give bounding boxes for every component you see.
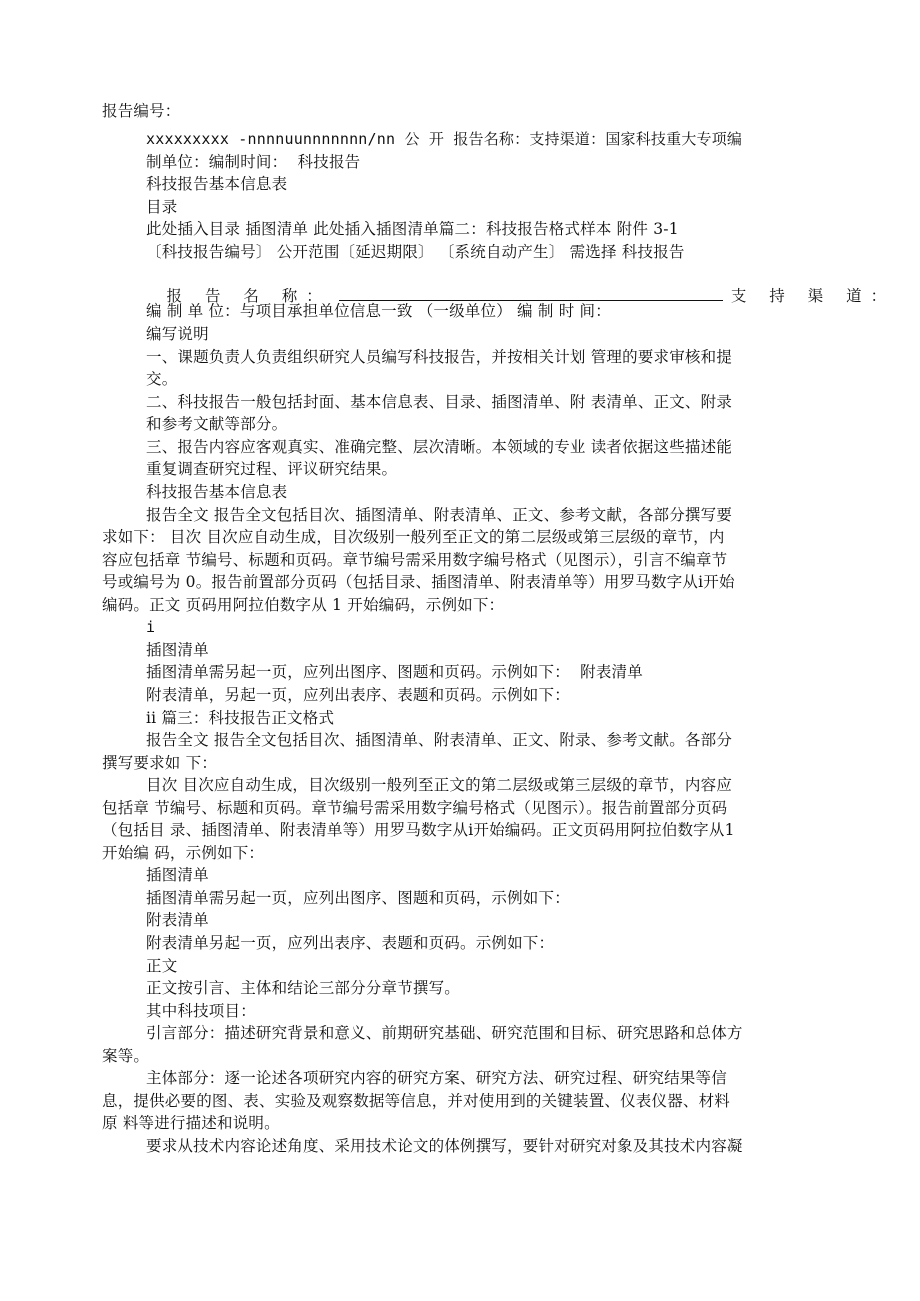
paragraph-line: （包括目 录、插图清单、附表清单等）用罗马数字从i开始编码。正文页码用阿拉伯数字从1	[102, 821, 735, 839]
report-number-label: 报告编号：	[102, 102, 181, 120]
report-name-blank[interactable]	[339, 286, 723, 301]
paragraph-line: 撰写要求如 下：	[102, 754, 218, 772]
paragraph-line: 号或编号为 0。报告前置部分页码（包括目录、插图清单、附表清单等）用罗马数字从i开始	[102, 573, 735, 591]
compile-unit-line: 制单位：编制时间： 科技报告	[146, 153, 361, 171]
paragraph-line: 开始编 码，示例如下：	[102, 844, 265, 862]
paragraph-line: 报告全文 报告全文包括目次、插图清单、附表清单、正文、参考文献，各部分撰写要	[146, 506, 733, 524]
paragraph-line: 其中科技项目：	[146, 1002, 256, 1020]
paragraph-line: 主体部分：逐一论述各项研究内容的研究方案、研究方法、研究过程、研究结果等信	[146, 1069, 727, 1087]
paragraph-line: 求如下： 目次 目次应自动生成，目次级别一般列至正文的第二层级或第三层级的章节，内	[102, 528, 725, 546]
support-channel-label: 支 持 渠 道：	[730, 287, 896, 305]
page-number-i: i	[146, 618, 156, 636]
paragraph-line: 插图清单需另起一页，应列出图序、图题和页码。示例如下： 附表清单	[146, 663, 643, 681]
basic-info-title: 科技报告基本信息表	[146, 175, 288, 193]
paragraph-line: 重复调查研究过程、评议研究结果。	[146, 460, 398, 478]
paragraph-line: 包括章 节编号、标题和页码。章节编号需采用数字编号格式（见图示）。报告前置部分页码	[102, 799, 728, 817]
paragraph-line: 要求从技术内容论述角度、采用技术论文的体例撰写，要针对研究对象及其技术内容凝	[146, 1137, 743, 1155]
paragraph-line: 容应包括章 节编号、标题和页码。章节编号需采用数字编号格式（见图示），引言不编章节	[102, 551, 728, 569]
paragraph-line: 和参考文献等部分。	[146, 415, 288, 433]
paragraph-line: 交。	[146, 370, 178, 388]
report-header-line: xxxxxxxxx -nnnnuunnnnnnn/nn 公 开 报告名称：支持渠道：国家科技重大专项编	[146, 130, 743, 148]
writing-notes-title: 编写说明	[146, 325, 209, 343]
paragraph-line: 二、科技报告一般包括封面、基本信息表、目录、插图清单、附 表清单、正文、附录	[146, 393, 733, 411]
paragraph-line: 编码。正文 页码用阿拉伯数字从 1 开始编码，示例如下：	[102, 596, 505, 614]
paragraph-line: 目次 目次应自动生成，目次级别一般列至正文的第二层级或第三层级的章节，内容应	[146, 776, 733, 794]
paragraph-line: 原 料等进行描述和说明。	[102, 1114, 280, 1132]
figures-title: 插图清单	[146, 866, 209, 884]
toc-title: 目录	[146, 198, 178, 216]
paragraph-line: 附表清单，另起一页，应列出表序、表题和页码。示例如下：	[146, 686, 570, 704]
paragraph-line: 〔科技报告编号〕 公开范围〔延迟期限〕 〔系统自动产生〕 需选择 科技报告	[146, 243, 685, 261]
paragraph-line: 案等。	[102, 1047, 150, 1065]
report-name-label: 报 告 名 称：	[166, 287, 331, 305]
compile-info-line: 编 制 单 位：与项目承担单位信息一致 （一级单位） 编 制 时 间：	[146, 302, 611, 320]
section-title: ii 篇三：科技报告正文格式	[146, 709, 335, 727]
paragraph-line: 三、报告内容应客观真实、准确完整、层次清晰。本领域的专业 读者依据这些描述能	[146, 438, 733, 456]
basic-info-title: 科技报告基本信息表	[146, 483, 288, 501]
paragraph-line: 正文按引言、主体和结论三部分分章节撰写。	[146, 979, 461, 997]
paragraph-line: 插图清单需另起一页，应列出图序、图题和页码，示例如下：	[146, 889, 570, 907]
figures-title: 插图清单	[146, 641, 209, 659]
paragraph-line: 报告全文 报告全文包括目次、插图清单、附表清单、正文、附录、参考文献。各部分	[146, 731, 733, 749]
tables-title: 附表清单	[146, 911, 209, 929]
body-title: 正文	[146, 957, 178, 975]
paragraph-line: 引言部分：描述研究背景和意义、前期研究基础、研究范围和目标、研究思路和总体方	[146, 1024, 743, 1042]
paragraph-line: 附表清单另起一页，应列出表序、表题和页码。示例如下：	[146, 934, 555, 952]
paragraph-line: 一、课题负责人负责组织研究人员编写科技报告，并按相关计划 管理的要求审核和提	[146, 348, 733, 366]
paragraph-line: 此处插入目录 插图清单 此处插入插图清单篇二：科技报告格式样本 附件 3-1	[146, 220, 679, 238]
paragraph-line: 息，提供必要的图、表、实验及观察数据等信息，并对使用到的关键装置、仪表仪器、材料	[102, 1092, 731, 1110]
